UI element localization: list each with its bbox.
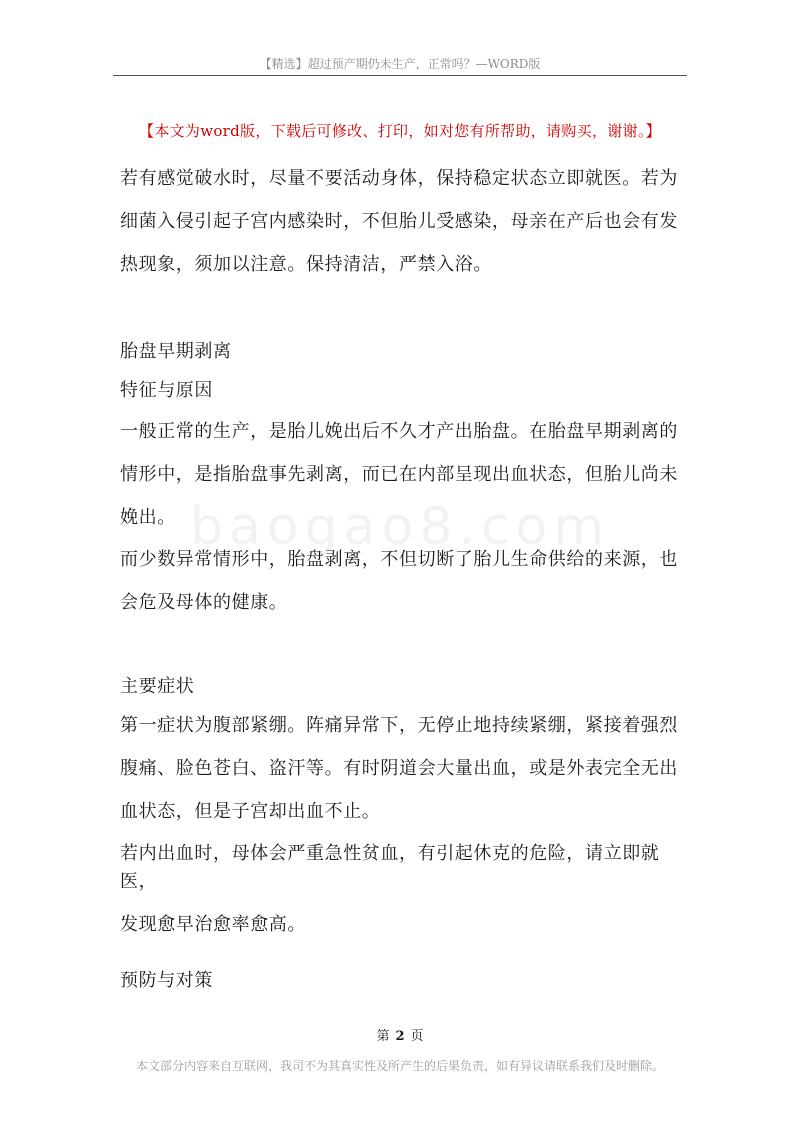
subheading-features: 特征与原因	[120, 380, 213, 401]
text-line: 若内出血时，母体会严重急性贫血，有引起休克的危险，请立即就医，	[120, 843, 660, 892]
text-line: 腹痛、脸色苍白、盗汗等。有时阴道会大量出血，或是外表完全无出	[120, 758, 678, 779]
text-line: 细菌入侵引起子宫内感染时，不但胎儿受感染，母亲在产后也会有发	[120, 211, 678, 232]
text-line: 若有感觉破水时，尽量不要活动身体，保持稳定状态立即就医。若为	[120, 168, 678, 189]
paragraph-internal-bleeding	[120, 840, 686, 939]
text-line: 情形中，是指胎盘事先剥离，而已在内部呈现出血状态，但胎儿尚未	[120, 464, 678, 485]
text-line: 会危及母体的健康。	[120, 592, 288, 613]
text-line: 发现愈早治愈率愈高。	[120, 914, 306, 935]
page-header: 【精选】超过预产期仍未生产，正常吗？—WORD版	[259, 57, 541, 71]
section-heading-placenta: 胎盘早期剥离	[120, 341, 232, 362]
watermark: baogao8.com	[189, 497, 611, 557]
text-line: 血状态，但是子宫却出血不止。	[120, 801, 381, 822]
document-notice: 【本文为word版，下载后可修改、打印，如对您有所帮助，请购买，谢谢。】	[139, 122, 661, 140]
page-number-suffix: 页	[410, 1029, 424, 1044]
text-line: 热现象，须加以注意。保持清洁，严禁入浴。	[120, 254, 492, 275]
paragraph-symptoms	[120, 712, 686, 826]
text-line: 娩出。	[120, 507, 176, 528]
paragraph-placenta-abnormal	[120, 546, 686, 617]
text-line: 第一症状为腹部紧绷。阵痛异常下，无停止地持续紧绷，紧接着强烈	[120, 715, 678, 736]
paragraph-placenta-normal	[120, 418, 686, 532]
header-divider	[113, 75, 687, 76]
page-number-prefix: 第	[376, 1029, 390, 1044]
page-footer-disclaimer: 本文部分内容来自互联网，我司不为其真实性及所产生的后果负责，如有异议请联系我们及时删除。	[135, 1059, 664, 1073]
section-heading-symptoms: 主要症状	[120, 676, 195, 697]
page-number	[0, 1028, 800, 1046]
page-number-value: 2	[395, 1029, 405, 1044]
text-line: 而少数异常情形中，胎盘剥离，不但切断了胎儿生命供给的来源，也	[120, 549, 678, 570]
section-heading-prevention: 预防与对策	[120, 970, 213, 991]
paragraph-rupture	[120, 165, 686, 279]
text-line: 一般正常的生产，是胎儿娩出后不久才产出胎盘。在胎盘早期剥离的	[120, 421, 678, 442]
